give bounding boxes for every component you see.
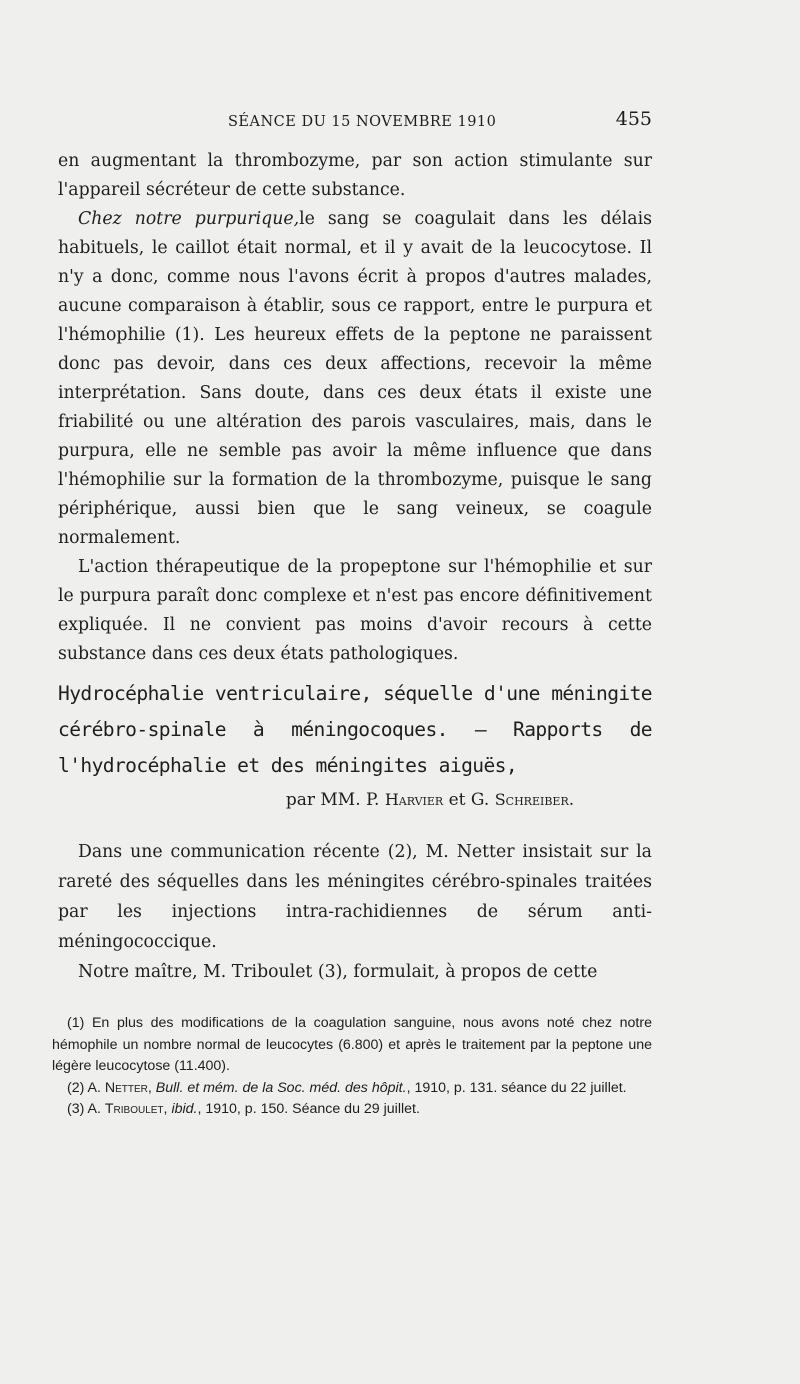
article-body (58, 837, 652, 987)
fn3-author: Triboulet (104, 1101, 164, 1117)
paragraph-triboulet: Notre maître, M. Triboulet (3), formulait, à propos de cette (78, 962, 598, 982)
footnote-1: (1) En plus des modifications de la coagulation sanguine, nous avons noté chez notre hémophile un nombre normal de leucocytes (6.800) et après le traitement par la peptone une légère leucocytose (11.400). (52, 1015, 652, 1074)
running-title: SÉANCE DU 15 NOVEMBRE 1910 (228, 114, 497, 130)
fn2-author: Netter (104, 1079, 148, 1096)
paragraph-continuation: en augmentant la thrombozyme, par son action stimulante sur l'appareil sécréteur de cette substance. (58, 151, 652, 200)
italic-lead: Chez notre purpurique, (78, 209, 300, 229)
fn3-prefix: (3) A. (67, 1101, 105, 1117)
running-head (58, 108, 652, 138)
fn2-rest: , 1910, p. 131. séance du 22 juillet. (406, 1079, 627, 1096)
paragraph-therapeutic: L'action thérapeutique de la propeptone sur l'hémophilie et sur le purpura paraît donc complexe et n'est pas encore définitivement expliquée. Il ne convient pas moins d'avoir recours à cette substance dans ces deux états pathologiques. (58, 557, 652, 664)
fn3-ibid: ibid. (171, 1101, 198, 1117)
author-schreiber: Schreiber (494, 790, 569, 809)
paragraph-purpura (58, 205, 652, 553)
authors-mid: et G. (443, 790, 495, 810)
fn2-journal: Bull. et mém. de la Soc. méd. des hôpit. (155, 1079, 407, 1096)
paragraph-netter: Dans une communication récente (2), M. Netter insistait sur la rareté des séquelles dans les méningites cérébro-spinales traitées par les injections intra-rachidiennes de sérum anti-méningococcique. (58, 842, 652, 952)
fn2-prefix: (2) A. (67, 1079, 105, 1096)
footnote-2 (52, 1078, 652, 1100)
author-harvier: Harvier (384, 790, 444, 809)
authors-prefix: par MM. P. (285, 790, 385, 810)
article-authors (0, 790, 800, 810)
paragraph-purpura-text: le sang se coagulait dans les délais habituels, le caillot était normal, et il y avait de la leucocytose. Il n'y a donc, comme nous l'avons écrit à propos d'autres malades, aucune comparaison à établir, sous ce rapport, entre le purpura et l'hémophilie (1). Les heureux effets de la peptone ne paraissent donc pas devoir, dans ces deux affections, recevoir la même interprétation. Sans doute, dans ces deux états il existe une friabilité ou une altération des parois vasculaires, mais, dans le purpura, elle ne semble pas avoir la même influence que dans l'hémophilie sur la formation de la thrombozyme, puisque le sang périphérique, aussi bien que le sang veineux, se coagule normalement. (58, 209, 653, 548)
authors-suffix: . (568, 790, 575, 810)
fn3-sep: , (163, 1101, 172, 1117)
page-number: 455 (615, 108, 652, 130)
article-title: Hydrocéphalie ventriculaire, séquelle d'une méningite cérébro-spinale à méningocoques. — Rapports de l'hydrocéphalie et des méningites aiguës, (58, 682, 652, 777)
fn3-rest: , 1910, p. 150. Séance du 29 juillet. (197, 1101, 420, 1117)
body-text (58, 147, 652, 669)
footnotes (52, 1013, 652, 1121)
fn2-sep: , (147, 1079, 156, 1096)
footnote-3 (52, 1099, 652, 1121)
